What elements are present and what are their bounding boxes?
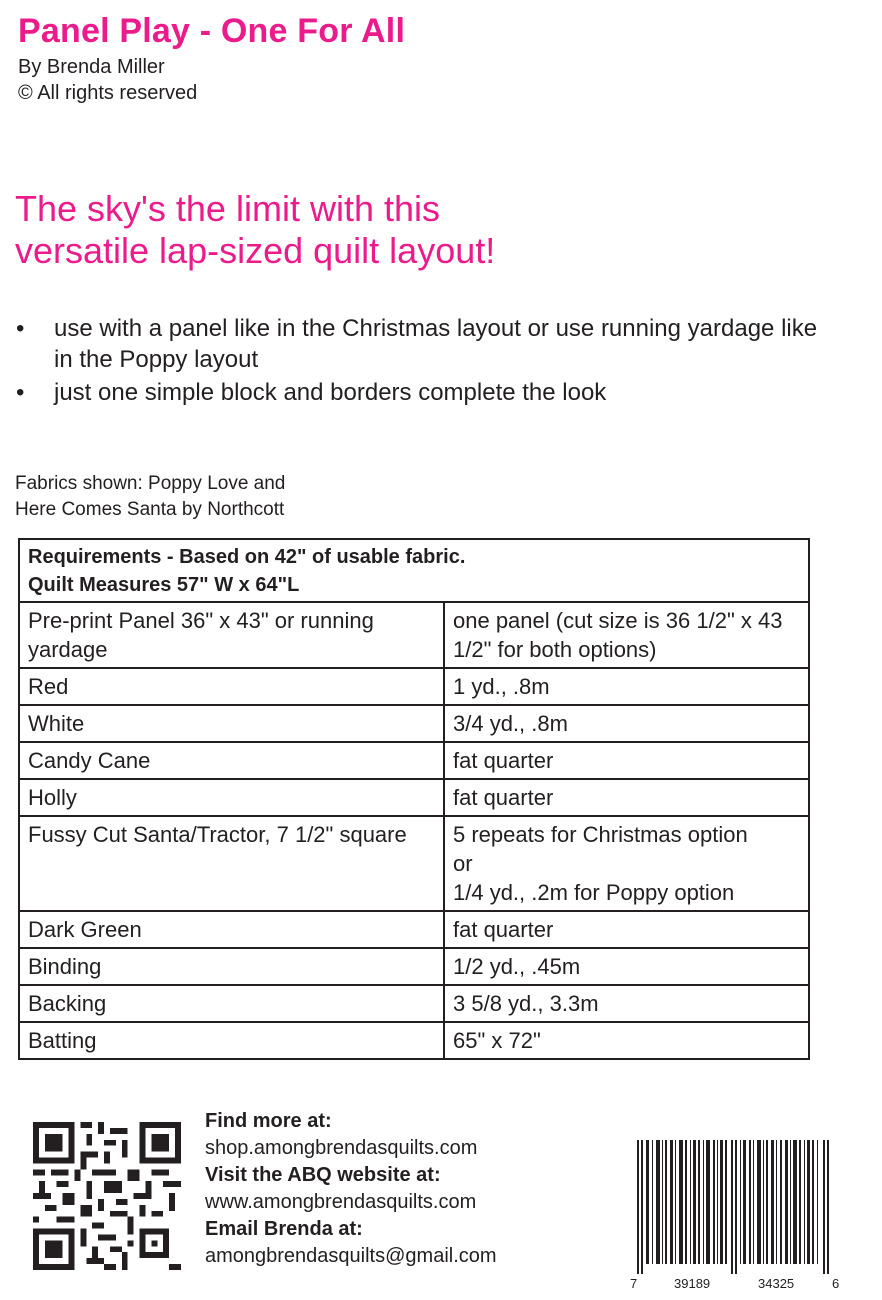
feature-item: • just one simple block and borders complete the look: [16, 379, 607, 406]
table-row: [19, 911, 809, 948]
author: By Brenda Miller: [18, 56, 165, 78]
barcode-digit: 34325: [758, 1276, 795, 1291]
fabrics-shown: Fabrics shown: Poppy Love and Here Comes Santa by Northcott: [15, 473, 286, 520]
contact-links: [205, 1108, 497, 1270]
fabric-item: Batting: [19, 1022, 444, 1059]
barcode: [630, 1140, 842, 1300]
table-row: [19, 779, 809, 816]
find-more-label: Find more at:: [205, 1110, 332, 1132]
fabric-amount: 3 5/8 yd., 3.3m: [444, 985, 809, 1022]
shop-link[interactable]: shop.amongbrendasquilts.com: [205, 1137, 478, 1159]
qr-code-icon[interactable]: [33, 1122, 181, 1270]
fabric-item: Binding: [19, 948, 444, 985]
feature-list: [16, 313, 836, 410]
table-row: [19, 602, 809, 668]
tagline-line-1: The sky's the limit with this: [15, 188, 440, 229]
table-row: [19, 705, 809, 742]
requirements-header: [19, 539, 809, 602]
fabric-item: Dark Green: [19, 911, 444, 948]
barcode-digit: 39189: [674, 1276, 711, 1291]
feature-item: • use with a panel like in the Christmas layout or use running yardage like in the Poppy layout: [16, 315, 818, 373]
fabric-item: White: [19, 705, 444, 742]
table-row: [19, 1022, 809, 1059]
byline: [18, 54, 197, 106]
visit-label: Visit the ABQ website at:: [205, 1164, 441, 1186]
tagline: [15, 188, 775, 272]
barcode-digit: 6: [832, 1276, 840, 1291]
fabric-item: Pre-print Panel 36" x 43" or running yardage: [19, 602, 444, 668]
bullet-icon: •: [16, 379, 25, 406]
barcode-digit: 7: [630, 1276, 638, 1291]
barcode-bars-icon: [630, 1140, 842, 1274]
table-row: [19, 948, 809, 985]
requirements-table: [18, 538, 810, 1060]
fabric-item: Backing: [19, 985, 444, 1022]
fabric-amount: 1/2 yd., .45m: [444, 948, 809, 985]
fabric-item: Holly: [19, 779, 444, 816]
fabric-amount: fat quarter: [444, 779, 809, 816]
requirements-heading: Requirements - Based on 42" of usable fabric.: [28, 546, 466, 568]
fabric-item: Red: [19, 668, 444, 705]
fabric-amount: 1 yd., .8m: [444, 668, 809, 705]
pattern-title: Panel Play - One For All: [18, 12, 406, 50]
email-link[interactable]: amongbrendasquilts@gmail.com: [205, 1245, 497, 1267]
fabric-amount: one panel (cut size is 36 1/2" x 43 1/2" for both options): [444, 602, 809, 668]
table-row: [19, 816, 809, 911]
fabric-item: Fussy Cut Santa/Tractor, 7 1/2" square: [19, 816, 444, 911]
tagline-line-2: versatile lap-sized quilt layout!: [15, 230, 496, 271]
email-label: Email Brenda at:: [205, 1218, 363, 1240]
bullet-icon: •: [16, 315, 25, 342]
fabric-item: Candy Cane: [19, 742, 444, 779]
fabric-amount: fat quarter: [444, 742, 809, 779]
quilt-measures: Quilt Measures 57" W x 64"L: [28, 574, 300, 596]
table-row: [19, 668, 809, 705]
table-row: [19, 985, 809, 1022]
fabric-amount: fat quarter: [444, 911, 809, 948]
table-row: [19, 742, 809, 779]
fabric-amount: 3/4 yd., .8m: [444, 705, 809, 742]
website-link[interactable]: www.amongbrendasquilts.com: [205, 1191, 477, 1213]
fabric-amount: 5 repeats for Christmas option or 1/4 yd., .2m for Poppy option: [444, 816, 809, 911]
barcode-number: [630, 1276, 842, 1294]
fabric-amount: 65" x 72": [444, 1022, 809, 1059]
copyright: © All rights reserved: [18, 82, 198, 104]
